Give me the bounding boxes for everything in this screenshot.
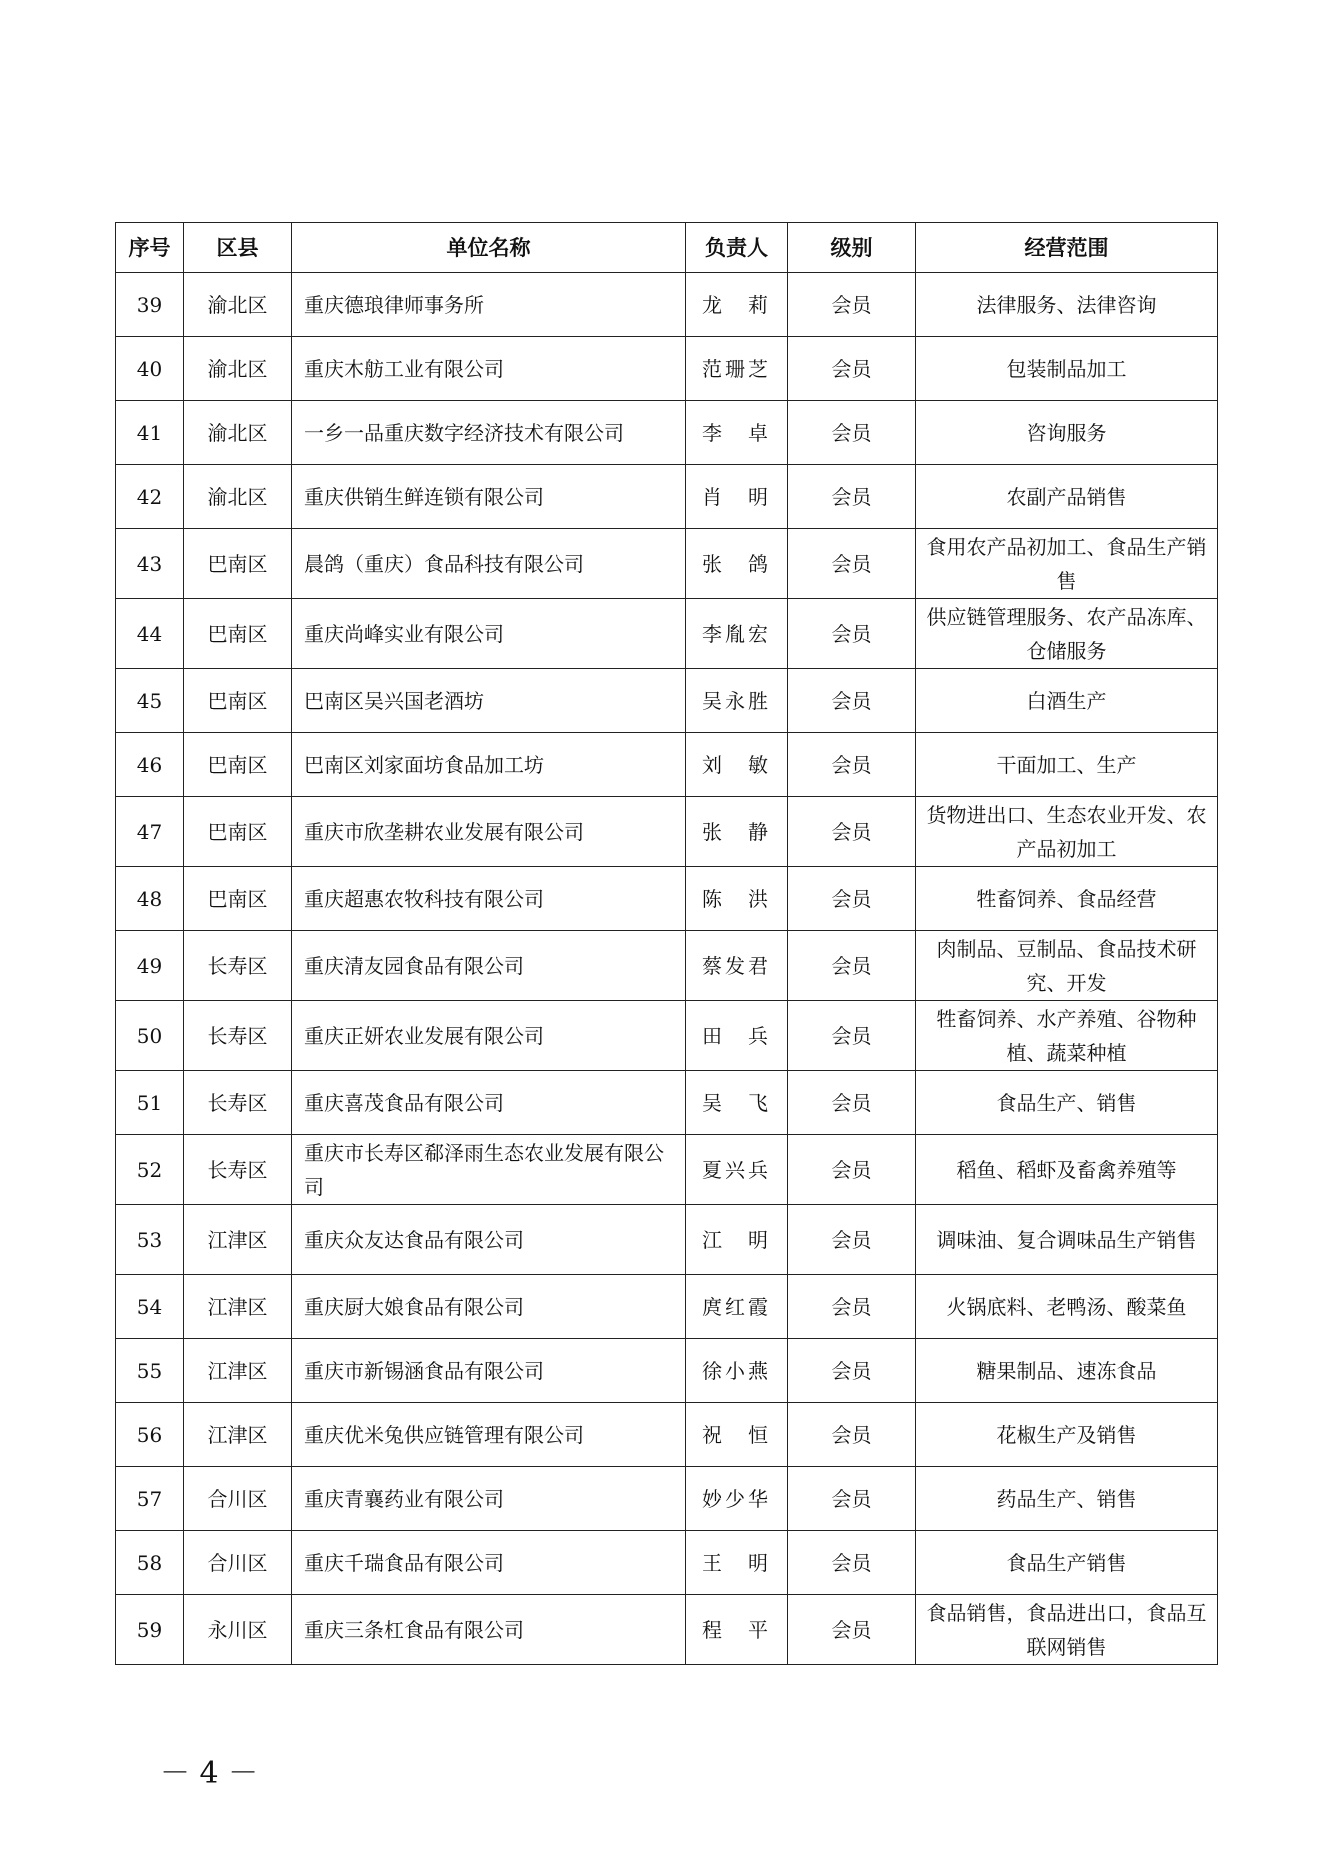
cell-level: 会员: [788, 867, 916, 931]
table-row: [116, 1275, 1218, 1339]
cell-company-name: 重庆优米兔供应链管理有限公司: [292, 1403, 686, 1467]
cell-person: 吴永胜: [686, 669, 788, 733]
table-row: [116, 867, 1218, 931]
header-no: 序号: [116, 223, 184, 273]
cell-district: 江津区: [184, 1205, 292, 1275]
cell-district: 渝北区: [184, 401, 292, 465]
cell-no: 58: [116, 1531, 184, 1595]
cell-district: 巴南区: [184, 733, 292, 797]
header-level: 级别: [788, 223, 916, 273]
cell-person: 龙 莉: [686, 273, 788, 337]
cell-no: 41: [116, 401, 184, 465]
table-row: [116, 1339, 1218, 1403]
cell-person: 王 明: [686, 1531, 788, 1595]
cell-level: 会员: [788, 1001, 916, 1071]
cell-scope: 调味油、复合调味品生产销售: [916, 1205, 1218, 1275]
cell-district: 合川区: [184, 1467, 292, 1531]
table-row: [116, 1205, 1218, 1275]
table-row: [116, 1001, 1218, 1071]
cell-scope: 稻鱼、稻虾及畜禽养殖等: [916, 1135, 1218, 1205]
cell-no: 54: [116, 1275, 184, 1339]
cell-district: 巴南区: [184, 867, 292, 931]
cell-district: 江津区: [184, 1339, 292, 1403]
table-row: [116, 733, 1218, 797]
cell-scope: 肉制品、豆制品、食品技术研究、开发: [916, 931, 1218, 1001]
cell-no: 56: [116, 1403, 184, 1467]
cell-person: 肖 明: [686, 465, 788, 529]
cell-no: 46: [116, 733, 184, 797]
cell-no: 52: [116, 1135, 184, 1205]
cell-level: 会员: [788, 1205, 916, 1275]
cell-scope: 货物进出口、生态农业开发、农产品初加工: [916, 797, 1218, 867]
cell-company-name: 重庆超惠农牧科技有限公司: [292, 867, 686, 931]
cell-scope: 农副产品销售: [916, 465, 1218, 529]
cell-scope: 食用农产品初加工、食品生产销售: [916, 529, 1218, 599]
cell-person: 程 平: [686, 1595, 788, 1665]
cell-level: 会员: [788, 337, 916, 401]
cell-person: 陈 洪: [686, 867, 788, 931]
cell-scope: 糖果制品、速冻食品: [916, 1339, 1218, 1403]
cell-level: 会员: [788, 1467, 916, 1531]
cell-district: 巴南区: [184, 599, 292, 669]
header-district: 区县: [184, 223, 292, 273]
cell-level: 会员: [788, 931, 916, 1001]
cell-company-name: 重庆厨大娘食品有限公司: [292, 1275, 686, 1339]
cell-company-name: 晨鸽（重庆）食品科技有限公司: [292, 529, 686, 599]
cell-person: 张 静: [686, 797, 788, 867]
cell-company-name: 重庆喜茂食品有限公司: [292, 1071, 686, 1135]
cell-company-name: 重庆市新锡涵食品有限公司: [292, 1339, 686, 1403]
cell-person: 妙少华: [686, 1467, 788, 1531]
cell-district: 合川区: [184, 1531, 292, 1595]
cell-district: 巴南区: [184, 797, 292, 867]
cell-no: 40: [116, 337, 184, 401]
table-row: [116, 1403, 1218, 1467]
cell-level: 会员: [788, 1135, 916, 1205]
cell-company-name: 重庆正妍农业发展有限公司: [292, 1001, 686, 1071]
cell-person: 田 兵: [686, 1001, 788, 1071]
table-row: [116, 1531, 1218, 1595]
cell-level: 会员: [788, 733, 916, 797]
cell-no: 55: [116, 1339, 184, 1403]
cell-company-name: 重庆尚峰实业有限公司: [292, 599, 686, 669]
table-row: [116, 1135, 1218, 1205]
header-name: 单位名称: [292, 223, 686, 273]
cell-level: 会员: [788, 465, 916, 529]
cell-scope: 干面加工、生产: [916, 733, 1218, 797]
cell-district: 巴南区: [184, 529, 292, 599]
table-row: [116, 1467, 1218, 1531]
cell-level: 会员: [788, 1531, 916, 1595]
cell-scope: 供应链管理服务、农产品冻库、仓储服务: [916, 599, 1218, 669]
cell-no: 43: [116, 529, 184, 599]
cell-level: 会员: [788, 599, 916, 669]
page-number: － 4 －: [160, 1756, 259, 1791]
table-row: [116, 797, 1218, 867]
table-row: [116, 1595, 1218, 1665]
table-row: [116, 529, 1218, 599]
cell-district: 长寿区: [184, 1001, 292, 1071]
table-row: [116, 931, 1218, 1001]
cell-person: 蔡发君: [686, 931, 788, 1001]
cell-person: 祝 恒: [686, 1403, 788, 1467]
cell-person: 李 卓: [686, 401, 788, 465]
header-scope: 经营范围: [916, 223, 1218, 273]
cell-district: 渝北区: [184, 337, 292, 401]
cell-no: 57: [116, 1467, 184, 1531]
cell-district: 江津区: [184, 1403, 292, 1467]
cell-level: 会员: [788, 797, 916, 867]
header-person: 负责人: [686, 223, 788, 273]
table-row: [116, 465, 1218, 529]
cell-person: 刘 敏: [686, 733, 788, 797]
cell-scope: 白酒生产: [916, 669, 1218, 733]
cell-no: 50: [116, 1001, 184, 1071]
cell-scope: 火锅底料、老鸭汤、酸菜鱼: [916, 1275, 1218, 1339]
cell-company-name: 重庆清友园食品有限公司: [292, 931, 686, 1001]
table-header-row: [116, 223, 1218, 273]
cell-level: 会员: [788, 1339, 916, 1403]
cell-no: 42: [116, 465, 184, 529]
cell-scope: 药品生产、销售: [916, 1467, 1218, 1531]
table-row: [116, 1071, 1218, 1135]
cell-no: 45: [116, 669, 184, 733]
cell-district: 永川区: [184, 1595, 292, 1665]
cell-district: 长寿区: [184, 931, 292, 1001]
cell-company-name: 重庆德琅律师事务所: [292, 273, 686, 337]
cell-level: 会员: [788, 1071, 916, 1135]
cell-level: 会员: [788, 529, 916, 599]
cell-no: 48: [116, 867, 184, 931]
cell-scope: 法律服务、法律咨询: [916, 273, 1218, 337]
cell-level: 会员: [788, 1595, 916, 1665]
cell-scope: 咨询服务: [916, 401, 1218, 465]
cell-no: 49: [116, 931, 184, 1001]
cell-company-name: 重庆千瑞食品有限公司: [292, 1531, 686, 1595]
cell-district: 渝北区: [184, 273, 292, 337]
cell-person: 李胤宏: [686, 599, 788, 669]
table-row: [116, 401, 1218, 465]
cell-level: 会员: [788, 1275, 916, 1339]
table-row: [116, 273, 1218, 337]
cell-scope: 包装制品加工: [916, 337, 1218, 401]
cell-company-name: 重庆青襄药业有限公司: [292, 1467, 686, 1531]
cell-person: 吴 飞: [686, 1071, 788, 1135]
cell-person: 徐小燕: [686, 1339, 788, 1403]
cell-company-name: 重庆市长寿区郗泽雨生态农业发展有限公司: [292, 1135, 686, 1205]
cell-no: 51: [116, 1071, 184, 1135]
table-row: [116, 337, 1218, 401]
cell-company-name: 重庆市欣垄耕农业发展有限公司: [292, 797, 686, 867]
cell-company-name: 一乡一品重庆数字经济技术有限公司: [292, 401, 686, 465]
cell-no: 44: [116, 599, 184, 669]
cell-district: 长寿区: [184, 1071, 292, 1135]
cell-no: 59: [116, 1595, 184, 1665]
cell-level: 会员: [788, 273, 916, 337]
cell-person: 庹红霞: [686, 1275, 788, 1339]
cell-company-name: 重庆众友达食品有限公司: [292, 1205, 686, 1275]
cell-scope: 食品生产销售: [916, 1531, 1218, 1595]
cell-district: 渝北区: [184, 465, 292, 529]
cell-person: 夏兴兵: [686, 1135, 788, 1205]
cell-level: 会员: [788, 401, 916, 465]
cell-company-name: 重庆木舫工业有限公司: [292, 337, 686, 401]
cell-company-name: 巴南区吴兴国老酒坊: [292, 669, 686, 733]
cell-person: 江 明: [686, 1205, 788, 1275]
table-body: [116, 273, 1218, 1665]
cell-district: 长寿区: [184, 1135, 292, 1205]
cell-scope: 食品销售，食品进出口，食品互联网销售: [916, 1595, 1218, 1665]
cell-scope: 牲畜饲养、水产养殖、谷物种植、蔬菜种植: [916, 1001, 1218, 1071]
cell-no: 39: [116, 273, 184, 337]
table-row: [116, 669, 1218, 733]
cell-level: 会员: [788, 669, 916, 733]
cell-person: 范珊芝: [686, 337, 788, 401]
cell-company-name: 重庆三条杠食品有限公司: [292, 1595, 686, 1665]
cell-no: 53: [116, 1205, 184, 1275]
cell-no: 47: [116, 797, 184, 867]
cell-company-name: 巴南区刘家面坊食品加工坊: [292, 733, 686, 797]
cell-scope: 花椒生产及销售: [916, 1403, 1218, 1467]
member-table: [115, 222, 1218, 1665]
cell-company-name: 重庆供销生鲜连锁有限公司: [292, 465, 686, 529]
cell-scope: 食品生产、销售: [916, 1071, 1218, 1135]
cell-person: 张 鸽: [686, 529, 788, 599]
table-row: [116, 599, 1218, 669]
cell-level: 会员: [788, 1403, 916, 1467]
cell-scope: 牲畜饲养、食品经营: [916, 867, 1218, 931]
cell-district: 江津区: [184, 1275, 292, 1339]
cell-district: 巴南区: [184, 669, 292, 733]
